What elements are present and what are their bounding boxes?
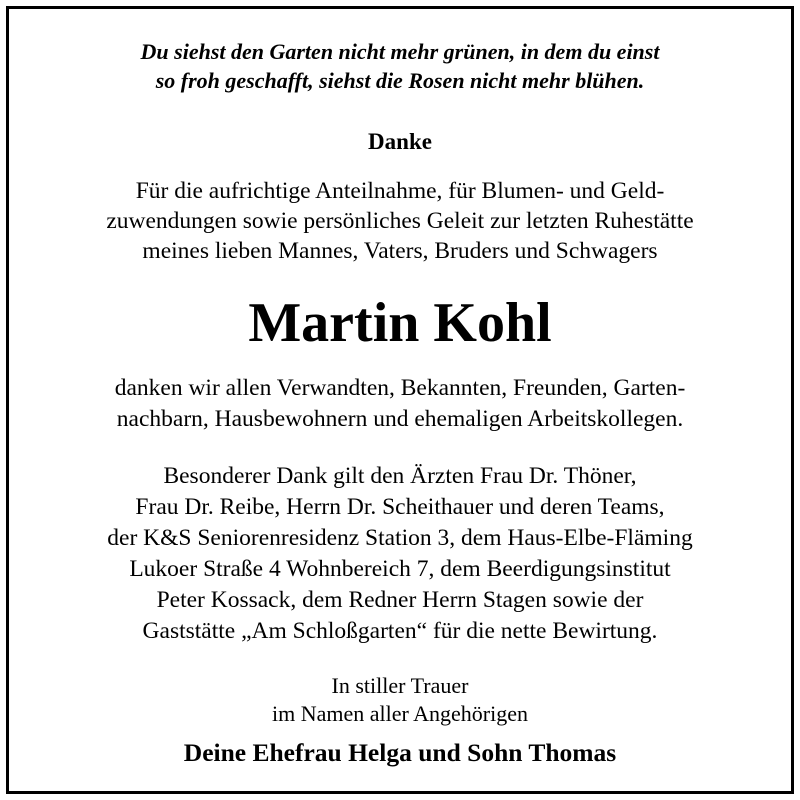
thanks-line: danken wir allen Verwandten, Bekannten, Freunden, Garten- [114, 375, 686, 401]
closing-line: im Namen aller Angehörigen [272, 701, 528, 726]
intro-line: zuwendungen sowie persönliches Geleit zur letzten Ruhestätte [106, 208, 694, 234]
special-thanks-line: Lukoer Straße 4 Wohnbereich 7, dem Beerdigungsinstitut [129, 556, 671, 582]
obituary-notice [6, 6, 794, 794]
special-thanks-line: Besonderer Dank gilt den Ärzten Frau Dr. Thöner, [163, 463, 637, 489]
heading-danke: Danke [368, 129, 432, 154]
special-thanks-line: Peter Kossack, dem Redner Herrn Stagen sowie der [156, 587, 644, 613]
thanks-line: nachbarn, Hausbewohnern und ehemaligen Arbeitskollegen. [116, 406, 684, 432]
special-thanks-line: Frau Dr. Reibe, Herrn Dr. Scheithauer und deren Teams, [135, 494, 665, 520]
closing-phrase [9, 672, 791, 728]
quote-line: so froh geschafft, siehst die Rosen nicht mehr blühen. [155, 68, 645, 93]
intro-line: meines lieben Mannes, Vaters, Bruders und Schwagers [142, 238, 658, 264]
special-thanks-line: der K&S Seniorenresidenz Station 3, dem Haus-Elbe-Fläming [107, 525, 693, 551]
signature: Deine Ehefrau Helga und Sohn Thomas [183, 738, 617, 767]
deceased-name: Martin Kohl [248, 292, 552, 354]
intro-line: Für die aufrichtige Anteilnahme, für Blumen- und Geld- [135, 178, 665, 204]
special-thanks-line: Gaststätte „Am Schloßgarten“ für die nette Bewirtung. [142, 618, 658, 644]
thanks-paragraph [9, 373, 791, 435]
closing-line: In stiller Trauer [331, 673, 469, 698]
special-thanks-paragraph [9, 461, 791, 647]
intro-paragraph [9, 176, 791, 266]
memorial-quote [9, 37, 791, 95]
quote-line: Du siehst den Garten nicht mehr grünen, in dem du einst [140, 39, 660, 64]
